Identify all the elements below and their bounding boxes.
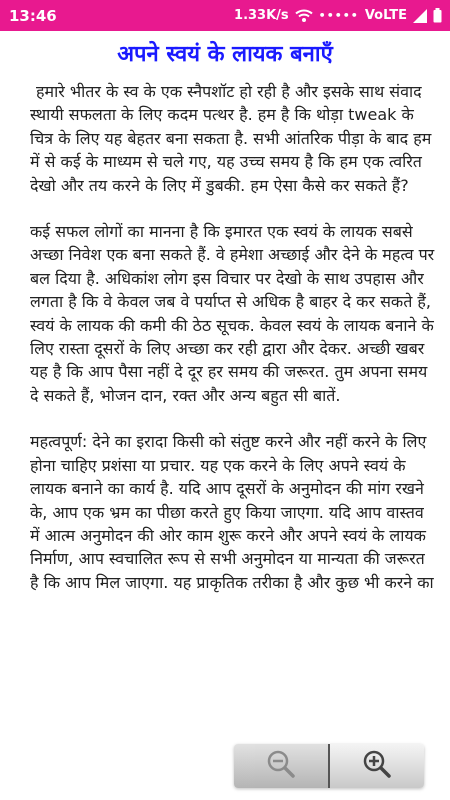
- status-time: 13:46: [9, 6, 57, 25]
- zoom-out-icon: [266, 749, 296, 783]
- status-right-group: [234, 8, 442, 23]
- network-type: VoLTE: [364, 8, 407, 23]
- zoom-out-button[interactable]: [234, 744, 328, 788]
- status-bar: [0, 0, 450, 31]
- article-body[interactable]: [30, 80, 438, 617]
- paragraph-3: महत्वपूर्ण: देने का इरादा किसी को संतुष्ट करने और नहीं करने के लिए होना चाहिए प्रशंसा या प्रचार. यह एक करने के लिए अपने स्वयं के लायक बनाने का कार्य है. यदि आप दूसरों के अनुमोदन की मांग रखने के, आप एक भ्रम का पीछा करते हुए किया जाएगा. यदि आप वास्तव में आत्म अनुमोदन की ओर काम शुरू करने और अपने स्वयं के लायक निर्माण, आप स्वचालित रूप से सभी अनुमोदन या मान्यता की जरूरत है कि आप मिल जाएगा. यह प्राकृतिक तरीका है और कुछ भी करने का: [30, 432, 434, 592]
- paragraph-1: हमारे भीतर के स्व के एक स्नैपशॉट हो रही है और इसके साथ संवाद स्थायी सफलता के लिए कदम पत्थर है. हम है कि थोड़ा tweak के चित्र के लिए यह बेहतर बना सकता है. सभी आंतरिक पीड़ा के बाद हम में से कई के माध्यम से चले गए, यह उच्च समय है कि हम एक त्वरित देखो और तय करने के लिए में डुबकी. हम ऐसा कैसे कर सकते हैं?: [30, 82, 432, 195]
- paragraph-2: कई सफल लोगों का मानना है कि इमारत एक स्वयं के लायक सबसे अच्छा निवेश एक बना सकते हैं. वे हमेशा अच्छाई और देने के महत्व पर बल दिया है. अधिकांश लोग इस विचार पर देखो के साथ उपहास और लगता है कि वे केवल जब वे पर्याप्त से अधिक है बाहर दे कर सकते हैं, स्वयं के लायक की कमी की ठेठ सूचक. केवल स्वयं के लायक बनाने के लिए रास्ता दूसरों के लिए अच्छा कर रही द्वारा और देकर. अच्छी खबर यह है कि आप पैसा नहीं दे दूर हर समय की जरूरत. तुम अपना समय दे सकते हैं, भोजन दान, रक्त और अन्य बहुत सी बातें.: [30, 222, 435, 405]
- zoom-in-button[interactable]: [330, 744, 424, 788]
- zoom-controls: [234, 744, 424, 788]
- battery-icon: [433, 8, 442, 23]
- notification-dots: •••••: [318, 9, 359, 22]
- zoom-in-icon: [362, 749, 392, 783]
- article-title: अपने स्वयं के लायक बनाएँ: [117, 42, 333, 67]
- network-speed: 1.33K/s: [234, 8, 289, 23]
- signal-icon: [413, 9, 427, 23]
- wifi-icon: [295, 9, 313, 23]
